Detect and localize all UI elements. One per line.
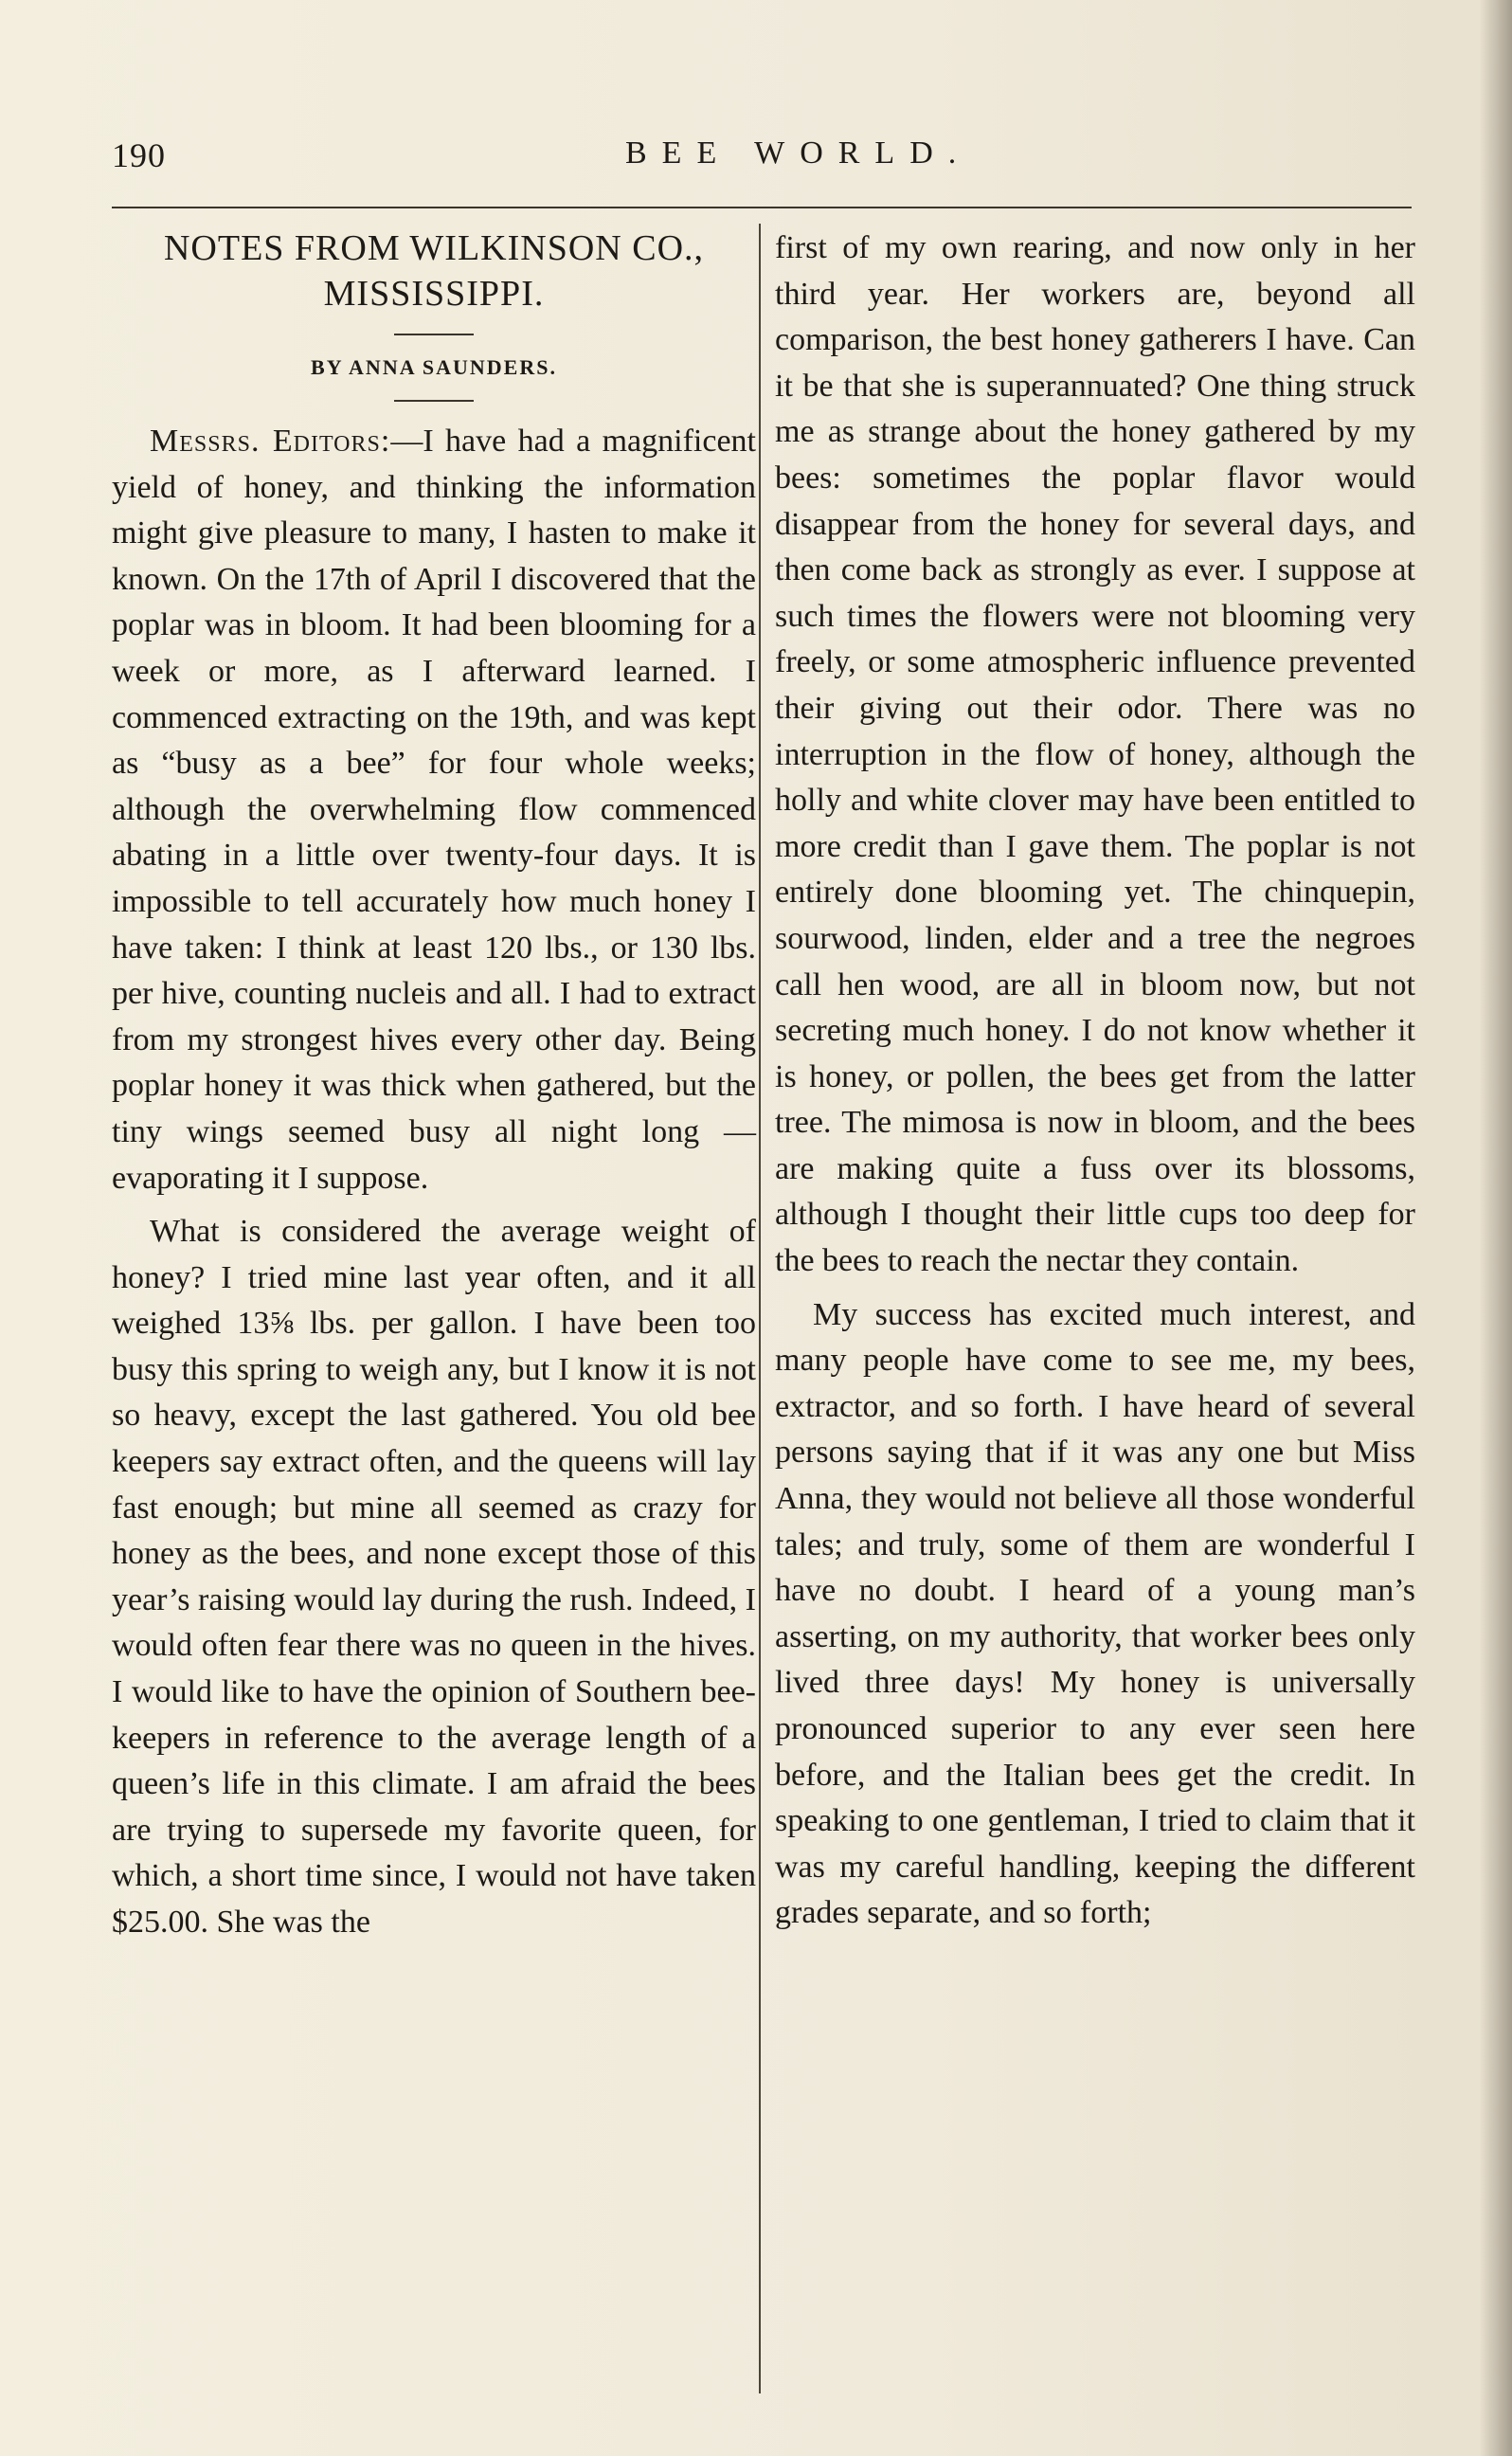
right-column-text [775, 226, 1415, 1937]
paragraph: What is considered the average weight of honey? I tried mine last year often, and it all weighed 13⅝ lbs. per gallon. I have been too busy this spring to weigh any, but I know it is not so heavy, except the last gathered. You old bee keepers say extract often, and the queens will lay fast enough; but mine all seemed as crazy for honey as the bees, and none except those of this year’s raising would lay during the rush. Indeed, I would often fear there was no queen in the hives. I would like to have the opinion of Southern bee-keepers in reference to the average length of a queen’s life in this climate. I am afraid the bees are trying to supersede my favorite queen, for which, a short time since, I would not have taken $25.00. She was the [112, 1214, 756, 1940]
salutation: Messrs. Editors: [150, 424, 391, 459]
article-title: NOTES FROM WILKINSON CO., MISSISSIPPI. [163, 228, 705, 314]
byline-rule [394, 400, 474, 402]
column-divider [759, 224, 761, 2393]
paragraph: My success has excited much interest, and many people have come to see me, my bees, extractor, and so forth. I have heard of several persons saying that if it was any one but Miss Anna, they would not believe all those wonderful tales; and truly, some of them are wonderful I have no doubt. I heard of a young man’s asserting, on my authority, that worker bees only lived three days! My honey is universally pronounced superior to any ever seen here before, and the Italian bees get the credit. In speaking to one gentleman, I tried to claim that it was my careful handling, keeping the different grades separate, and so forth; [775, 1296, 1415, 1931]
title-rule [394, 334, 474, 335]
running-title: BEE WORLD. [625, 135, 972, 171]
paragraph-text: —I have had a magnificent yield of honey, and thinking the information might give pleasure to many, I hasten to make it known. On the 17th of April I discovered that the poplar was in bloom. It had been blooming for a week or more, as I afterward learned. I commenced extracting on the 19th, and was kept as “busy as a bee” for four whole weeks; although the overwhelming flow commenced abating in a little over twenty-four days. It is impossible to tell accurately how much honey I have taken: I think at least 120 lbs., or 130 lbs. per hive, counting nucleis and all. I had to extract from my strongest hives every other day. Being poplar honey it was thick when gathered, but the tiny wings seemed busy all night long —evaporating it I suppose. [112, 424, 756, 1196]
page-edge-shadow [1480, 0, 1512, 2456]
paragraph [112, 419, 756, 1201]
page-number: 190 [112, 136, 166, 174]
header-rule [112, 207, 1412, 208]
right-column [775, 226, 1415, 1944]
left-column-text [112, 419, 756, 1946]
page-header [0, 0, 1512, 199]
left-column [112, 226, 756, 1954]
byline: BY ANNA SAUNDERS. [311, 355, 557, 379]
paragraph: first of my own rearing, and now only in her third year. Her workers are, beyond all comparison, the best honey gatherers I have. Can it be that she is superannuated? One thing struck me as strange about the honey gathered by my bees: sometimes the poplar flavor would disappear from the honey for several days, and then come back as strongly as ever. I suppose at such times the flowers were not blooming very freely, or some atmospheric influence prevented their giving out their odor. There was no interruption in the flow of honey, although the holly and white clover may have been entitled to more credit than I gave them. The poplar is not entirely done blooming yet. The chinquepin, sourwood, linden, elder and a tree the negroes call hen wood, are all in bloom now, but not secreting much honey. I do not know whether it is honey, or pollen, the bees get from the latter tree. The mimosa is now in bloom, and the bees are making quite a fuss over its blossoms, although I thought their little cups too deep for the bees to reach the nectar they contain. [775, 230, 1415, 1279]
